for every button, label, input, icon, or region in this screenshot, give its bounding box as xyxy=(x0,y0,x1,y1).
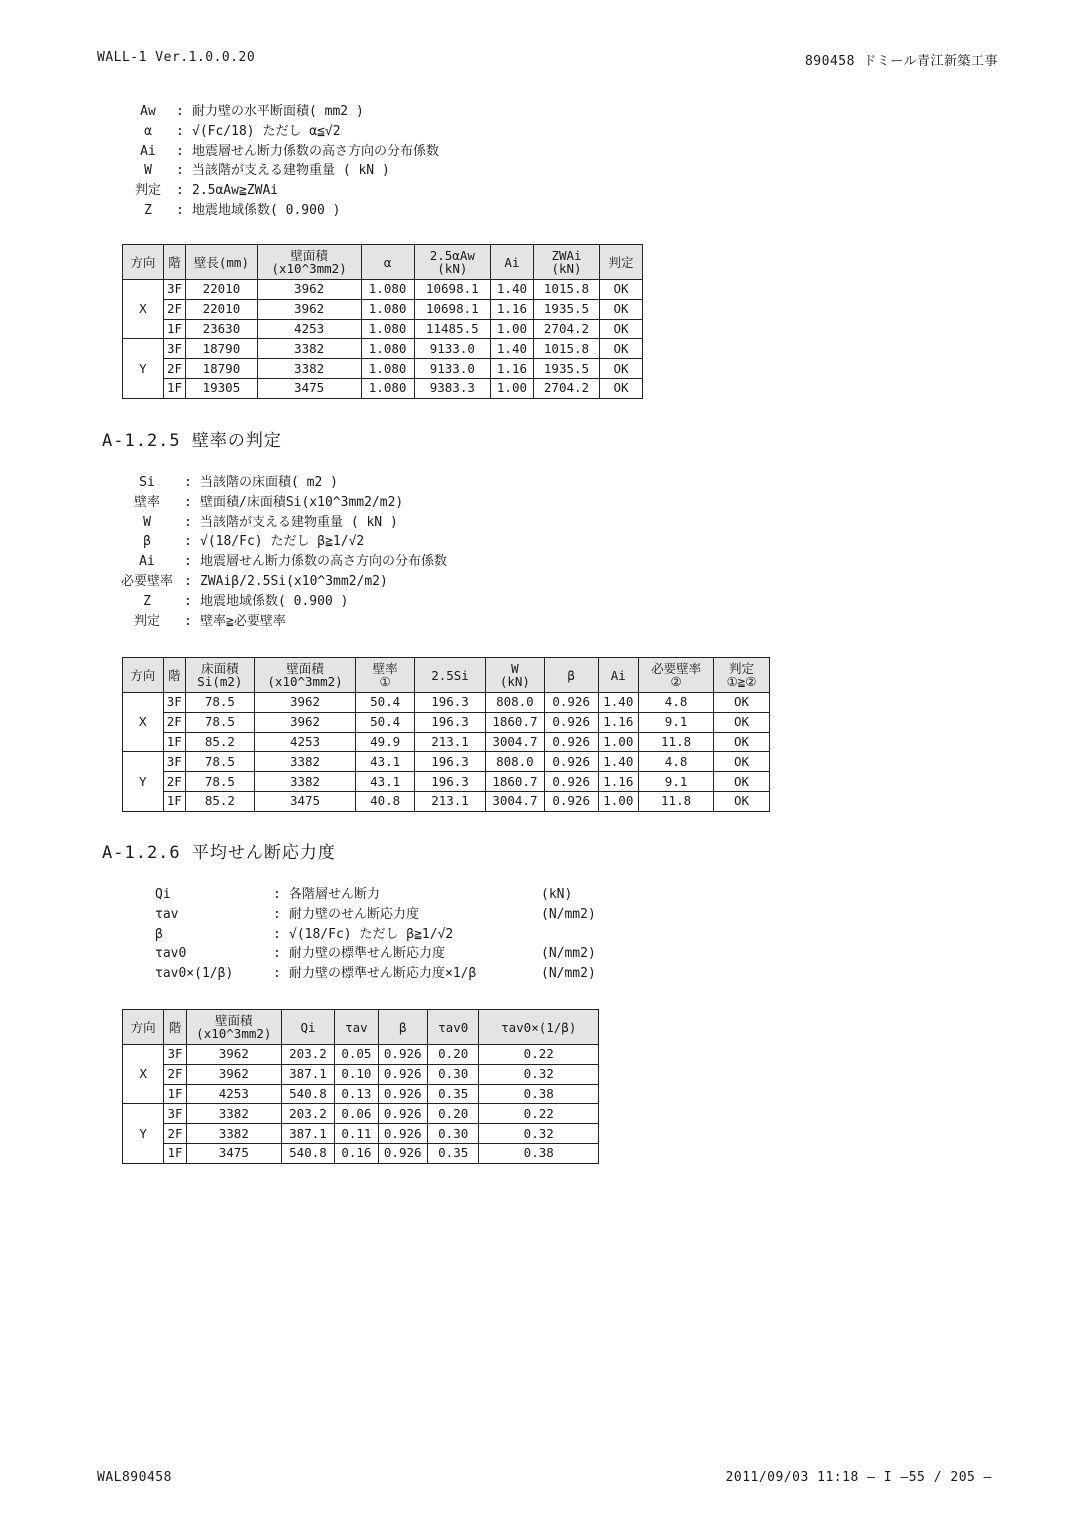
definition-colon: : xyxy=(184,494,192,510)
table-cell: 0.926 xyxy=(544,693,598,713)
table-cell: 18790 xyxy=(186,359,257,379)
table-cell: 3F xyxy=(163,339,185,359)
table-cell: 3382 xyxy=(186,1124,281,1144)
column-header: β xyxy=(378,1010,427,1045)
table-cell: 43.1 xyxy=(356,752,415,772)
footer-left: WAL890458 xyxy=(97,1470,172,1485)
table-cell: OK xyxy=(600,339,643,359)
table-cell: 9133.0 xyxy=(414,339,490,359)
definition-unit: (kN) xyxy=(541,887,573,902)
table-row xyxy=(123,359,643,379)
column-header: 判定 xyxy=(600,245,643,280)
table-cell: 1.16 xyxy=(491,299,534,319)
definition-colon: : xyxy=(184,613,192,629)
definition-row xyxy=(155,925,596,945)
table-cell: 1860.7 xyxy=(486,712,545,732)
table-cell: 808.0 xyxy=(486,752,545,772)
definition-text: 耐力壁の水平断面積( mm2 ) xyxy=(192,104,364,119)
table-cell: OK xyxy=(714,752,770,772)
definition-row xyxy=(120,201,439,221)
definition-row xyxy=(110,513,447,533)
table-cell: 0.32 xyxy=(479,1124,599,1144)
table-cell: 3962 xyxy=(254,712,355,732)
table-cell: 2F xyxy=(163,712,185,732)
table-cell: 2F xyxy=(164,1124,187,1144)
table-cell: 1.16 xyxy=(598,772,639,792)
definition-colon: : xyxy=(273,926,281,942)
definition-colon: : xyxy=(176,123,184,139)
table-cell: 0.22 xyxy=(479,1104,599,1124)
table-cell: 11.8 xyxy=(639,732,714,752)
table-row xyxy=(123,339,643,359)
definition-colon: : xyxy=(184,593,192,609)
definition-symbol: Z xyxy=(143,593,151,609)
definition-colon: : xyxy=(184,514,192,530)
table-cell: 4.8 xyxy=(639,752,714,772)
table-cell: 4.8 xyxy=(639,693,714,713)
table-cell: 3382 xyxy=(257,339,361,359)
direction-cell: Y xyxy=(123,752,164,811)
table-cell: 11485.5 xyxy=(414,319,490,339)
table-row xyxy=(123,1064,599,1084)
definition-text: 地震層せん断力係数の高さ方向の分布係数 xyxy=(200,554,448,570)
table-row xyxy=(123,752,770,772)
table-cell: OK xyxy=(714,772,770,792)
column-header: τav0×(1/β) xyxy=(479,1010,599,1045)
column-header: 床面積 Si(m2) xyxy=(185,658,254,693)
table-row xyxy=(123,1045,599,1065)
table-cell: 22010 xyxy=(186,280,257,300)
definition-row xyxy=(155,905,596,925)
direction-cell: Y xyxy=(123,339,164,398)
definition-text: 壁面積/床面積Si(x10^3mm2/m2) xyxy=(200,494,404,510)
table-cell: 1F xyxy=(164,1084,187,1104)
definition-colon: : xyxy=(273,906,281,922)
table-row xyxy=(123,712,770,732)
column-header: 壁面積 (x10^3mm2) xyxy=(257,245,361,280)
table-row xyxy=(123,1143,599,1163)
table-row xyxy=(123,378,643,398)
definition-text: 耐力壁の標準せん断応力度 xyxy=(289,946,446,962)
definition-unit: (N/mm2) xyxy=(541,966,596,982)
table-cell: 3382 xyxy=(254,772,355,792)
definition-symbol: τav0 xyxy=(155,946,187,962)
definition-colon: : xyxy=(184,475,192,490)
table-cell: 0.22 xyxy=(479,1045,599,1065)
table-cell: 0.926 xyxy=(378,1084,427,1104)
table-cell: 3382 xyxy=(257,359,361,379)
table-cell: 1F xyxy=(163,791,185,811)
column-header: 判定 ①≧② xyxy=(714,658,770,693)
column-header: 方向 xyxy=(123,245,164,280)
table-cell: 0.10 xyxy=(335,1064,378,1084)
definition-row xyxy=(110,473,447,493)
definition-row xyxy=(110,552,447,572)
table-cell: 0.38 xyxy=(479,1084,599,1104)
table-cell: 0.926 xyxy=(378,1124,427,1144)
table-cell: 4253 xyxy=(254,732,355,752)
table-cell: 1.00 xyxy=(491,319,534,339)
definition-colon: : xyxy=(176,202,184,218)
table-cell: 1015.8 xyxy=(533,280,599,300)
table-row xyxy=(123,791,770,811)
column-header: 壁面積 (x10^3mm2) xyxy=(254,658,355,693)
table-cell: 0.926 xyxy=(544,772,598,792)
table-cell: 3475 xyxy=(186,1143,281,1163)
definition-symbol: Si xyxy=(139,475,155,490)
table-cell: 1.080 xyxy=(361,280,414,300)
column-header: β xyxy=(544,658,598,693)
footer-right: 2011/09/03 11:18 — I —55 / 205 — xyxy=(725,1470,992,1485)
table-cell: 196.3 xyxy=(415,752,486,772)
table-cell: 0.38 xyxy=(479,1143,599,1163)
definition-row xyxy=(120,161,439,181)
section-title-wall-ratio: A-1.2.5 壁率の判定 xyxy=(102,431,282,451)
table-cell: 9.1 xyxy=(639,772,714,792)
table-cell: 0.20 xyxy=(427,1045,479,1065)
table-cell: 3004.7 xyxy=(486,791,545,811)
definition-colon: : xyxy=(273,966,281,982)
definition-text: 地震層せん断力係数の高さ方向の分布係数 xyxy=(192,143,440,159)
definition-text: 当該階が支える建物重量 ( kN ) xyxy=(192,163,390,179)
header-right: 890458 ドミール青江新築工事 xyxy=(804,54,998,69)
table-cell: 78.5 xyxy=(185,712,254,732)
definition-row xyxy=(110,532,447,552)
table-cell: 387.1 xyxy=(281,1064,335,1084)
table-cell: 1.00 xyxy=(491,378,534,398)
table-cell: 0.35 xyxy=(427,1143,479,1163)
definition-colon: : xyxy=(273,887,281,902)
definition-text: 当該階が支える建物重量 ( kN ) xyxy=(200,514,398,530)
column-header: ZWAi (kN) xyxy=(533,245,599,280)
column-header: 階 xyxy=(163,658,185,693)
table-cell: 0.06 xyxy=(335,1104,378,1124)
table-cell: 196.3 xyxy=(415,772,486,792)
definition-text: ZWAiβ/2.5Si(x10^3mm2/m2) xyxy=(200,573,388,589)
table-cell: 1.080 xyxy=(361,378,414,398)
column-header: Qi xyxy=(281,1010,335,1045)
table-cell: 3962 xyxy=(186,1064,281,1084)
table-cell: 0.35 xyxy=(427,1084,479,1104)
table-cell: 3962 xyxy=(254,693,355,713)
definition-colon: : xyxy=(176,163,184,179)
column-header: α xyxy=(361,245,414,280)
definition-colon: : xyxy=(184,534,192,550)
table-cell: 0.926 xyxy=(544,712,598,732)
table-row xyxy=(123,299,643,319)
column-header: τav xyxy=(335,1010,378,1045)
table-cell: OK xyxy=(600,280,643,300)
table-cell: 1.080 xyxy=(361,359,414,379)
definition-text: 耐力壁のせん断応力度 xyxy=(289,906,420,922)
table-cell: 9133.0 xyxy=(414,359,490,379)
definition-symbol: 判定 xyxy=(133,613,160,629)
table-cell: 3F xyxy=(163,280,185,300)
table-header-row xyxy=(123,1010,599,1045)
table-cell: 85.2 xyxy=(185,791,254,811)
table-cell: 0.926 xyxy=(544,791,598,811)
table-cell: 50.4 xyxy=(356,693,415,713)
table-cell: 3F xyxy=(164,1045,187,1065)
table-cell: 1F xyxy=(164,1143,187,1163)
table-cell: 1.40 xyxy=(598,752,639,772)
definition-symbol: Z xyxy=(144,202,152,218)
column-header: τav0 xyxy=(427,1010,479,1045)
definitions-2 xyxy=(110,473,447,631)
table-cell: OK xyxy=(600,378,643,398)
table-cell: OK xyxy=(600,299,643,319)
table-cell: 0.926 xyxy=(378,1064,427,1084)
table-header-row xyxy=(123,658,770,693)
definition-row xyxy=(120,102,439,122)
table-wall-length xyxy=(122,244,643,399)
table-cell: 2F xyxy=(163,772,185,792)
table-cell: 0.32 xyxy=(479,1064,599,1084)
table-cell: 2F xyxy=(164,1064,187,1084)
definition-text: 地震地域係数( 0.900 ) xyxy=(192,202,341,218)
table-cell: 387.1 xyxy=(281,1124,335,1144)
table-cell: 4253 xyxy=(257,319,361,339)
definition-row xyxy=(120,181,439,201)
definition-text: √(18/Fc) ただし β≧1/√2 xyxy=(200,534,365,550)
table-shear-stress xyxy=(122,1009,599,1164)
table-cell: 3382 xyxy=(186,1104,281,1124)
table-cell: 49.9 xyxy=(356,732,415,752)
table-cell: 18790 xyxy=(186,339,257,359)
table-cell: 10698.1 xyxy=(414,299,490,319)
column-header: 階 xyxy=(164,1010,187,1045)
table-cell: 10698.1 xyxy=(414,280,490,300)
table-cell: 2704.2 xyxy=(533,378,599,398)
table-cell: 43.1 xyxy=(356,772,415,792)
table-cell: 1F xyxy=(163,732,185,752)
table-cell: OK xyxy=(714,693,770,713)
table-cell: 1F xyxy=(163,319,185,339)
definition-row xyxy=(110,572,447,592)
table-cell: 0.11 xyxy=(335,1124,378,1144)
definition-row xyxy=(110,612,447,632)
table-cell: 3962 xyxy=(257,280,361,300)
table-cell: 0.926 xyxy=(544,752,598,772)
column-header: Ai xyxy=(598,658,639,693)
table-cell: 196.3 xyxy=(415,712,486,732)
definition-symbol: 必要壁率 xyxy=(120,573,173,589)
table-cell: 19305 xyxy=(186,378,257,398)
definition-symbol: W xyxy=(143,514,151,530)
table-cell: 78.5 xyxy=(185,752,254,772)
table-cell: 2F xyxy=(163,359,185,379)
table-row xyxy=(123,1084,599,1104)
definition-text: √(Fc/18) ただし α≦√2 xyxy=(192,123,341,139)
definition-row xyxy=(155,885,596,905)
table-cell: 1.40 xyxy=(491,339,534,359)
table-cell: 808.0 xyxy=(486,693,545,713)
definition-colon: : xyxy=(176,143,184,159)
table-cell: 203.2 xyxy=(281,1045,335,1065)
table-cell: 1.40 xyxy=(491,280,534,300)
definition-symbol: Ai xyxy=(140,143,156,159)
table-cell: 1860.7 xyxy=(486,772,545,792)
table-cell: 0.05 xyxy=(335,1045,378,1065)
table-cell: 78.5 xyxy=(185,772,254,792)
table-cell: 0.16 xyxy=(335,1143,378,1163)
table-cell: OK xyxy=(714,712,770,732)
definitions-1 xyxy=(120,102,439,221)
table-cell: 1935.5 xyxy=(533,359,599,379)
definition-symbol: Ai xyxy=(139,554,155,570)
definition-text: 地震地域係数( 0.900 ) xyxy=(200,593,349,609)
definition-row xyxy=(120,122,439,142)
definition-symbol: W xyxy=(144,163,152,179)
definition-text: 壁率≧必要壁率 xyxy=(200,613,286,629)
column-header: 階 xyxy=(163,245,185,280)
table-cell: 1015.8 xyxy=(533,339,599,359)
table-wall-ratio xyxy=(122,657,770,812)
table-cell: 1F xyxy=(163,378,185,398)
definition-symbol: 壁率 xyxy=(133,494,160,510)
table-cell: 78.5 xyxy=(185,693,254,713)
definition-symbol: 判定 xyxy=(134,183,161,199)
definition-symbol: Aw xyxy=(140,104,156,119)
column-header: 方向 xyxy=(123,1010,164,1045)
column-header: W (kN) xyxy=(486,658,545,693)
direction-cell: X xyxy=(123,1045,164,1104)
definitions-3 xyxy=(155,885,596,984)
table-row xyxy=(123,319,643,339)
column-header: 2.5Si xyxy=(415,658,486,693)
table-cell: 23630 xyxy=(186,319,257,339)
definition-colon: : xyxy=(176,183,184,199)
table-cell: 3475 xyxy=(257,378,361,398)
table-cell: 3475 xyxy=(254,791,355,811)
table-cell: 3F xyxy=(164,1104,187,1124)
table-cell: 4253 xyxy=(186,1084,281,1104)
definition-text: 当該階の床面積( m2 ) xyxy=(200,475,338,490)
table-row xyxy=(123,732,770,752)
table-cell: 40.8 xyxy=(356,791,415,811)
table-cell: 11.8 xyxy=(639,791,714,811)
table-cell: 50.4 xyxy=(356,712,415,732)
definition-text: √(18/Fc) ただし β≧1/√2 xyxy=(289,926,454,942)
definition-colon: : xyxy=(184,573,192,589)
table-cell: 0.13 xyxy=(335,1084,378,1104)
table-cell: 1.00 xyxy=(598,732,639,752)
column-header: 壁長(mm) xyxy=(186,245,257,280)
table-cell: 1.16 xyxy=(598,712,639,732)
table-cell: 213.1 xyxy=(415,732,486,752)
definition-text: 2.5αAw≧ZWAi xyxy=(192,183,279,199)
header-left: WALL-1 Ver.1.0.0.20 xyxy=(97,50,256,65)
table-cell: 540.8 xyxy=(281,1143,335,1163)
table-cell: 0.30 xyxy=(427,1124,479,1144)
table-cell: 1.080 xyxy=(361,339,414,359)
table-cell: 85.2 xyxy=(185,732,254,752)
table-cell: 3962 xyxy=(257,299,361,319)
table-cell: 0.20 xyxy=(427,1104,479,1124)
definition-row xyxy=(155,944,596,964)
table-row xyxy=(123,280,643,300)
direction-cell: X xyxy=(123,693,164,752)
table-cell: 3F xyxy=(163,693,185,713)
table-cell: 1.080 xyxy=(361,299,414,319)
definition-row xyxy=(110,493,447,513)
table-cell: 196.3 xyxy=(415,693,486,713)
definition-colon: : xyxy=(273,946,281,962)
table-cell: 1.16 xyxy=(491,359,534,379)
table-cell: 3F xyxy=(163,752,185,772)
table-cell: 1.00 xyxy=(598,791,639,811)
section-title-shear-stress: A-1.2.6 平均せん断応力度 xyxy=(102,843,336,863)
table-cell: 1.40 xyxy=(598,693,639,713)
definition-row xyxy=(155,964,596,984)
table-row xyxy=(123,772,770,792)
column-header: 壁面積 (x10^3mm2) xyxy=(186,1010,281,1045)
table-cell: OK xyxy=(714,791,770,811)
definition-row xyxy=(120,142,439,162)
table-cell: 203.2 xyxy=(281,1104,335,1124)
table-cell: 3382 xyxy=(254,752,355,772)
table-row xyxy=(123,1124,599,1144)
table-cell: 0.926 xyxy=(544,732,598,752)
column-header: 2.5αAw (kN) xyxy=(414,245,490,280)
definition-symbol: β xyxy=(155,926,163,942)
table-cell: 0.30 xyxy=(427,1064,479,1084)
table-row xyxy=(123,1104,599,1124)
table-cell: 1.080 xyxy=(361,319,414,339)
column-header: 必要壁率 ② xyxy=(639,658,714,693)
table-cell: OK xyxy=(600,359,643,379)
definition-colon: : xyxy=(184,554,192,570)
definition-unit: (N/mm2) xyxy=(541,946,596,962)
table-header-row xyxy=(123,245,643,280)
table-cell: 2F xyxy=(163,299,185,319)
definition-unit: (N/mm2) xyxy=(541,906,596,922)
definition-symbol: Qi xyxy=(155,887,171,902)
table-row xyxy=(123,693,770,713)
definition-colon: : xyxy=(176,104,184,119)
definition-text: 耐力壁の標準せん断応力度×1/β xyxy=(289,966,477,982)
direction-cell: Y xyxy=(123,1104,164,1163)
definition-row xyxy=(110,592,447,612)
definition-symbol: τav0×(1/β) xyxy=(155,966,234,982)
table-cell: OK xyxy=(600,319,643,339)
table-cell: 9383.3 xyxy=(414,378,490,398)
definition-symbol: α xyxy=(144,123,152,139)
definition-text: 各階層せん断力 xyxy=(289,887,381,902)
column-header: 方向 xyxy=(123,658,164,693)
table-cell: 0.926 xyxy=(378,1045,427,1065)
table-cell: 213.1 xyxy=(415,791,486,811)
table-cell: 540.8 xyxy=(281,1084,335,1104)
table-cell: 9.1 xyxy=(639,712,714,732)
table-cell: 1935.5 xyxy=(533,299,599,319)
table-cell: 2704.2 xyxy=(533,319,599,339)
column-header: 壁率 ① xyxy=(356,658,415,693)
table-cell: 0.926 xyxy=(378,1143,427,1163)
direction-cell: X xyxy=(123,280,164,339)
table-cell: OK xyxy=(714,732,770,752)
table-cell: 0.926 xyxy=(378,1104,427,1124)
table-cell: 3004.7 xyxy=(486,732,545,752)
table-cell: 22010 xyxy=(186,299,257,319)
definition-symbol: β xyxy=(143,534,151,550)
column-header: Ai xyxy=(491,245,534,280)
table-cell: 3962 xyxy=(186,1045,281,1065)
definition-symbol: τav xyxy=(155,906,179,922)
